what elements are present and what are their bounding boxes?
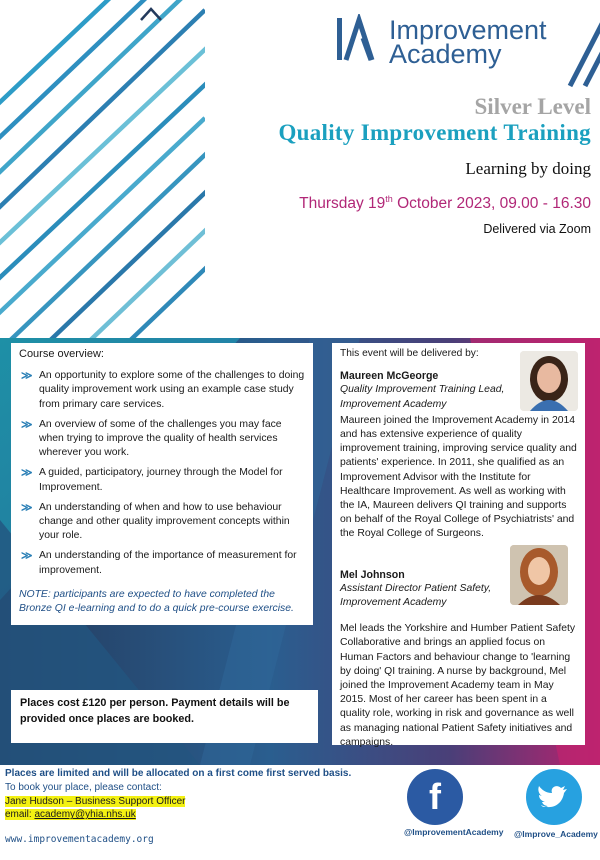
list-item: ≫ An overview of some of the challenges you may face when trying to improve the quality of health services wherever you work. [21,418,282,459]
twitter-handle[interactable]: @Improve_Academy [514,829,598,839]
list-item: ≫ An opportunity to explore some of the challenges to doing quality improvement work using an example case study from primary care services. [21,370,305,410]
presenter-role-maureen: Quality Improvement Training Lead, Improvement Academy [340,384,505,410]
arrow-bullet-icon: ≫ [21,467,33,480]
twitter-icon[interactable] [526,769,582,825]
facebook-handle[interactable]: @ImprovementAcademy [404,827,504,837]
cost-text: Places cost £120 per person. Payment details will be provided once places are booked. [20,697,290,725]
arrow-bullet-icon: ≫ [21,501,33,514]
presenters-panel [332,343,585,748]
arrow-bullet-icon: ≫ [21,370,33,383]
presenter-bio-mel: Mel leads the Yorkshire and Humber Patient Safety Collaborative and brings an applied focus on Human Factors and behaviour change to 'learning by doing' QI training. A nurse by background, Mel joined the Improvement Academy team in May 2015. Most of her career has been spent in a quality role, working in risk and governance as well as managing national Patient Safety initiatives and campaigns. [340,623,576,748]
limited-places-text: Places are limited and will be allocated on a first come first served basis. [5,768,352,779]
presenter-name-maureen: Maureen McGeorge [340,370,439,383]
event-date: Thursday 19th October 2023, 09.00 - 16.30 [299,194,591,213]
arrow-bullet-icon: ≫ [21,550,33,563]
presenter-photo-maureen [520,351,578,411]
presenter-bio-maureen: Maureen joined the Improvement Academy in 2014 and has extensive experience of quality improvement training, improving service quality and patients' experience. In 2011, she qualified as an Improvement Advisor with the Institute for Healthcare Improvement. As well as working with the IA, Maureen delivers QI training and supports on behalf of the Royal College of Psychiatrists' and the Royal College of Surgeons. [340,414,577,540]
logo-line-2: Academy [389,39,502,69]
course-overview-panel [11,343,313,625]
logo [333,14,593,69]
overview-heading: Course overview: [19,348,104,360]
presenter-photo-mel [510,545,568,605]
facebook-icon[interactable]: f [407,769,463,825]
arrow-bullet-icon: ≫ [21,418,33,431]
email-link[interactable]: academy@yhia.nhs.uk [34,809,136,821]
list-item: ≫ An understanding of the importance of measurement for improvement. [21,550,297,576]
booking-text: To book your place, please contact: [5,781,162,793]
overview-list [19,369,305,578]
contact-name: Jane Hudson – Business Support Officer [5,795,186,807]
presenter-name-mel: Mel Johnson [340,568,405,581]
level-label: Silver Level [474,94,591,119]
portrait-icon [510,545,568,605]
page-title: Quality Improvement Training [278,120,591,145]
portrait-icon [520,351,578,411]
logo-line-1: Improvement [389,15,547,45]
contact-email: email: academy@yhia.nhs.uk [5,809,136,821]
subtitle: Learning by doing [465,159,591,178]
prerequisite-note: NOTE: participants are expected to have completed the Bronze QI e-learning and to do a quick pre-course exercise. [19,588,294,615]
list-item: ≫ An understanding of when and how to use behaviour change and other quality improvement concepts within your role. [21,501,290,542]
presenter-role-mel: Assistant Director Patient Safety, Improvement Academy [340,582,492,609]
stripe-pattern [0,0,215,350]
list-item: ≫ A guided, participatory, journey through the Model for Improvement. [21,467,283,493]
website-link[interactable]: www.improvementacademy.org [5,834,154,845]
delivery-mode: Delivered via Zoom [483,222,591,236]
booking-info [5,767,351,822]
presenters-intro: This event will be delivered by: [340,348,479,359]
cost-panel [11,690,318,743]
logo-mark-icon [333,14,381,64]
